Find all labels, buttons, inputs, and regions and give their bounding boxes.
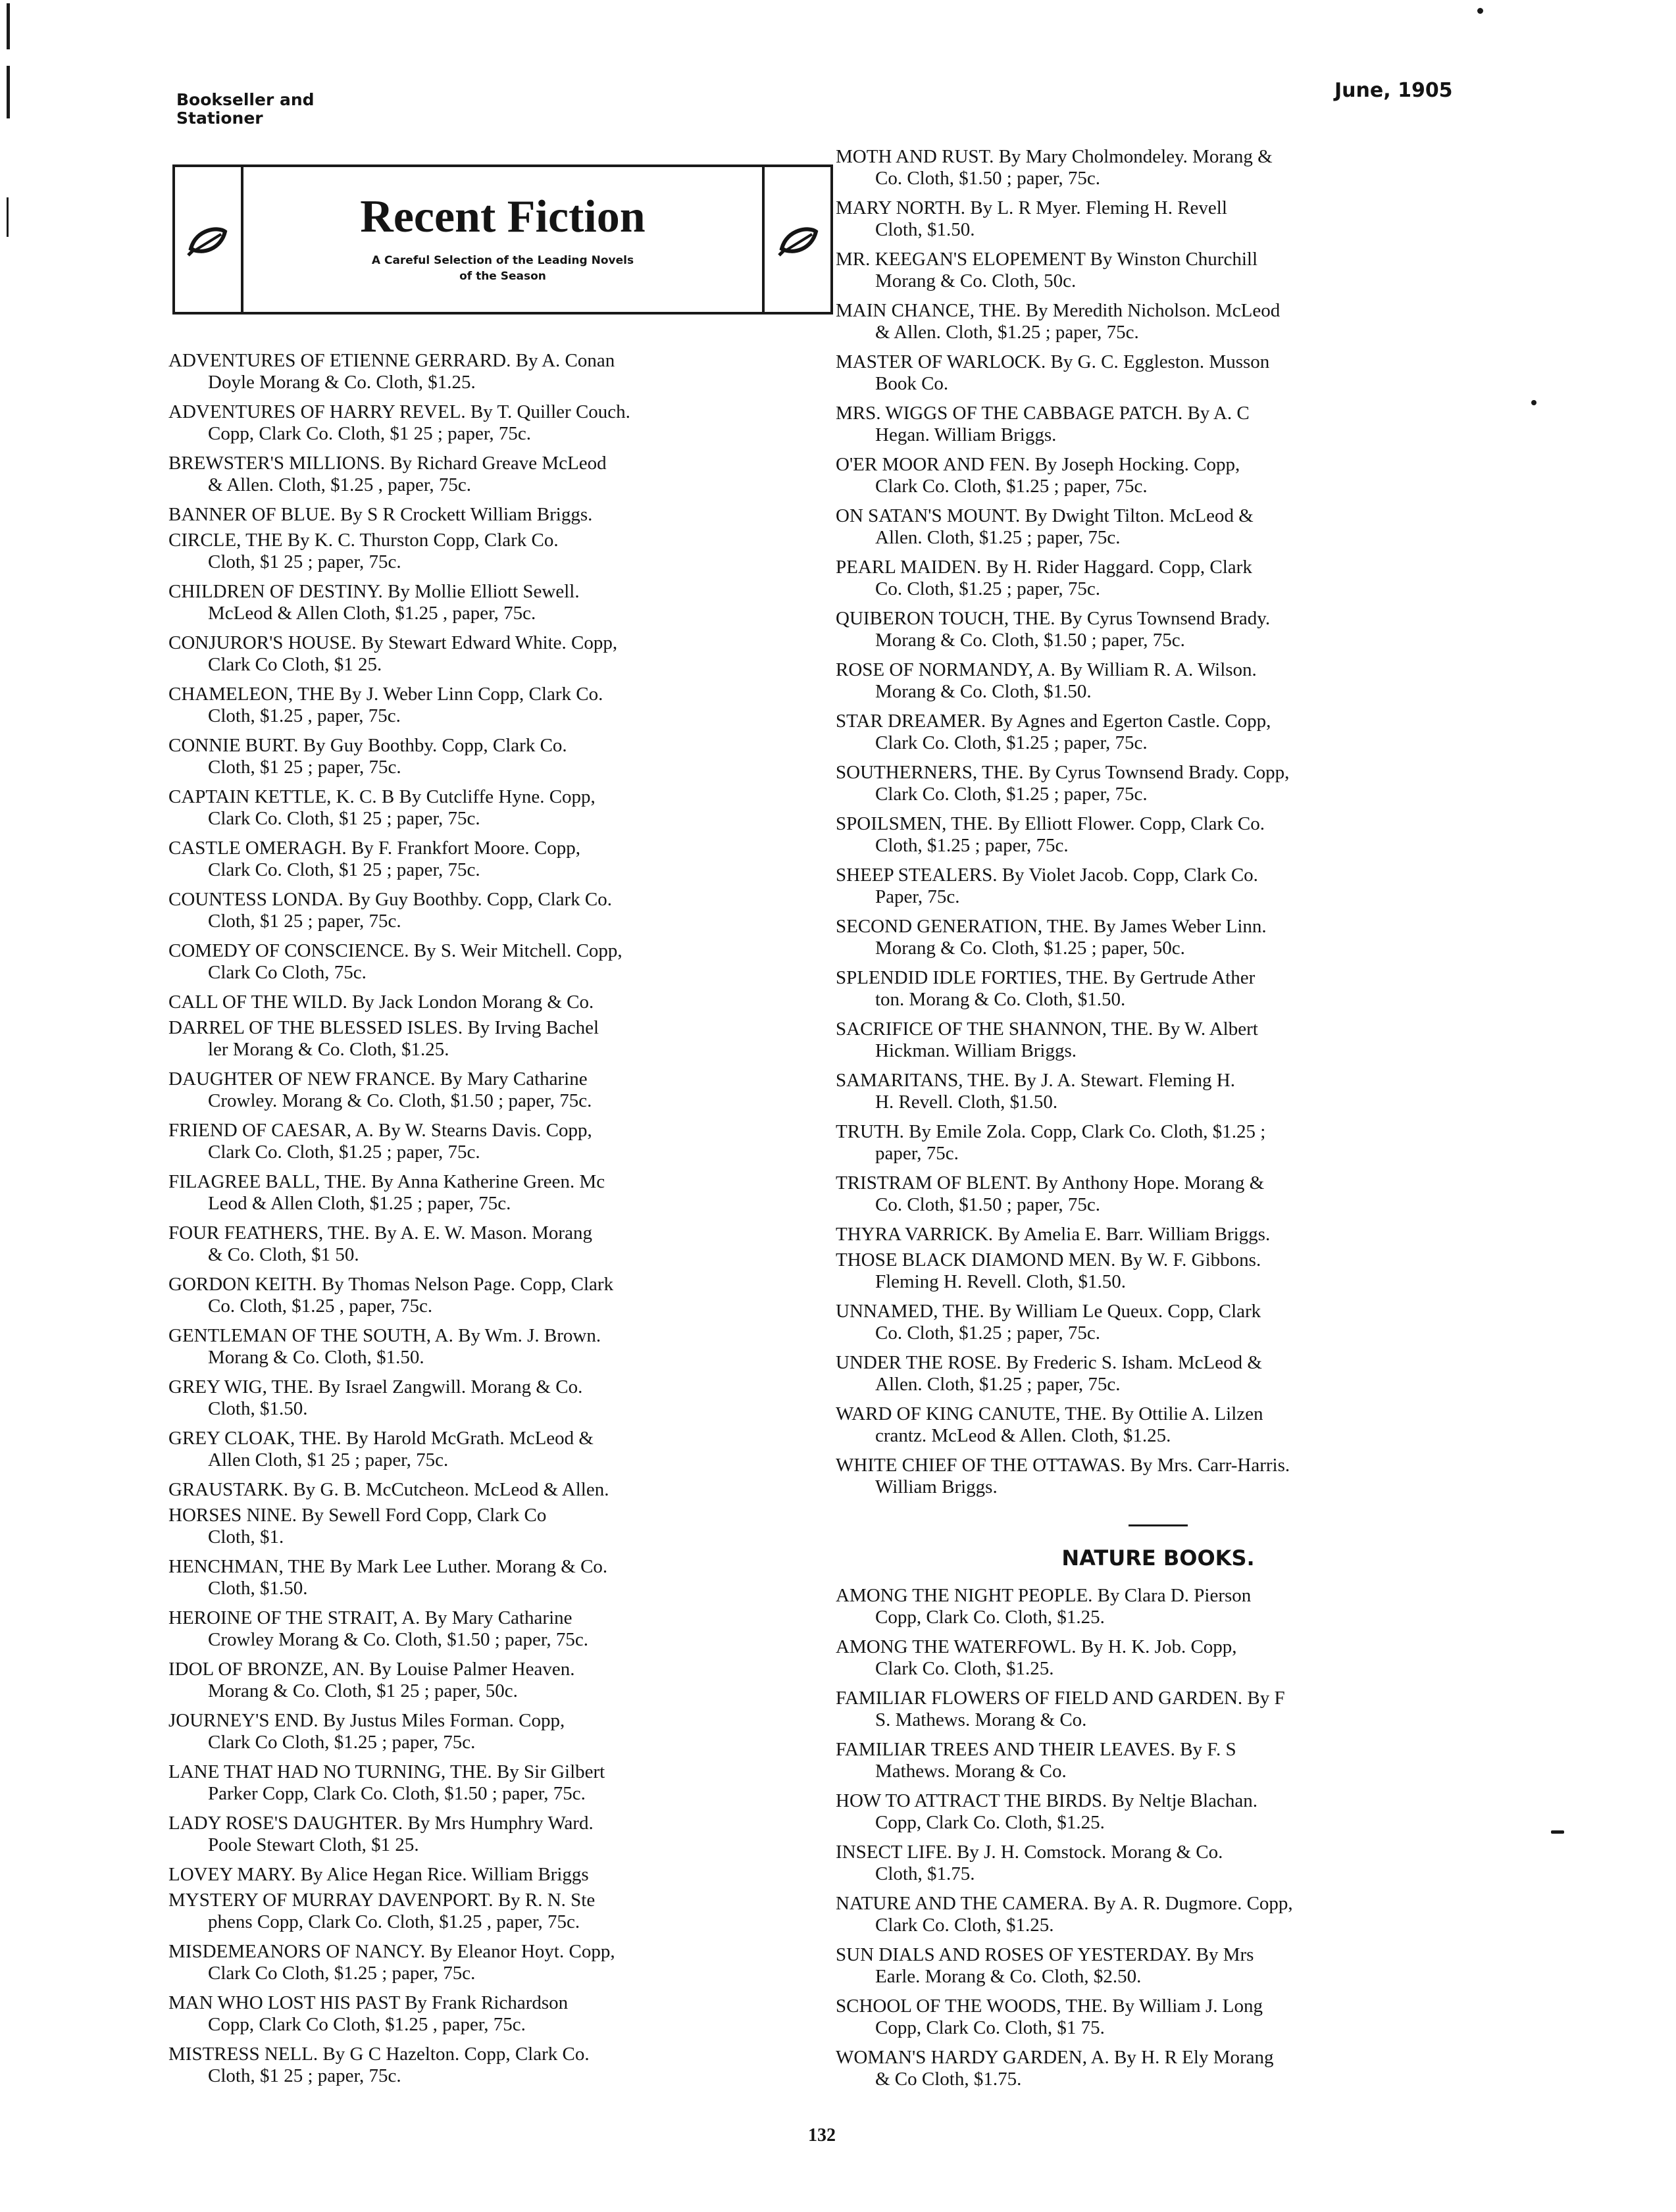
book-entry [168,1428,813,1471]
entry-line-2: Clark Co. Cloth, $1.25. [875,1658,1054,1679]
book-entry [836,1301,1481,1344]
book-entry [836,1352,1481,1395]
book-entry [836,1455,1481,1498]
entry-line-2: Doyle Morang & Co. Cloth, $1.25. [208,372,476,393]
entry-line-2: Clark Co. Cloth, $1.25 ; paper, 75c. [875,476,1148,497]
entry-line-1: CONNIE BURT. By Guy Boothby. Copp, Clark Co. [168,735,567,756]
entry-line-1: SOUTHERNERS, THE. By Cyrus Townsend Brady. Copp, [836,762,1290,783]
entry-line-1: MISDEMEANORS OF NANCY. By Eleanor Hoyt. Copp, [168,1941,615,1962]
entry-line-1: HORSES NINE. By Sewell Ford Copp, Clark Co [168,1505,547,1526]
book-entry [168,838,813,881]
section-divider [1129,1524,1188,1526]
book-entry [168,530,813,573]
book-entry [168,350,813,393]
entry-line-1: THOSE BLACK DIAMOND MEN. By W. F. Gibbons. [836,1249,1261,1270]
book-entry [168,1171,813,1215]
page-number: 132 [808,2125,836,2146]
entry-line-2: Copp, Clark Co Cloth, $1.25 , paper, 75c. [208,2014,526,2035]
entry-line-1: LANE THAT HAD NO TURNING, THE. By Sir Gilbert [168,1761,605,1782]
header-line-1: Bookseller and [176,90,315,109]
entry-line-2: Cloth, $1.25 , paper, 75c. [208,705,401,726]
entry-line-1: CALL OF THE WILD. By Jack London Morang & Co. [168,992,594,1013]
book-entry [836,557,1481,600]
entry-line-1: MAN WHO LOST HIS PAST By Frank Richardson [168,1992,569,2013]
entry-line-1: TRISTRAM OF BLENT. By Anthony Hope. Morang & [836,1172,1265,1194]
entry-line-2: Cloth, $1 25 ; paper, 75c. [208,2065,401,2086]
entry-line-1: UNNAMED, THE. By William Le Queux. Copp, Clark [836,1301,1261,1322]
entry-line-2: Allen. Cloth, $1.25 ; paper, 75c. [875,1374,1121,1395]
entry-line-2: Crowley. Morang & Co. Cloth, $1.50 ; paper, 75c. [208,1090,592,1111]
book-entry [168,1761,813,1805]
book-entry [168,1120,813,1163]
book-entry [168,1992,813,2036]
entry-line-2: Morang & Co. Cloth, $1.50. [875,681,1092,702]
entry-line-2: Book Co. [875,373,949,394]
entry-line-2: Cloth, $1. [208,1526,284,1547]
book-entry [836,146,1481,189]
entry-line-2: & Co Cloth, $1.75. [875,2069,1022,2090]
entry-line-1: THYRA VARRICK. By Amelia E. Barr. William Briggs. [836,1224,1271,1245]
entry-line-1: BANNER OF BLUE. By S R Crockett William Briggs. [168,504,593,525]
entry-line-1: SHEEP STEALERS. By Violet Jacob. Copp, Clark Co. [836,865,1258,886]
entry-line-2: Cloth, $1.75. [875,1863,975,1884]
entry-line-2: Cloth, $1.50. [875,219,975,240]
entry-line-2: Co. Cloth, $1.25 ; paper, 75c. [875,578,1100,599]
entry-line-1: ADVENTURES OF HARRY REVEL. By T. Quiller Couch. [168,401,630,422]
entry-line-1: HENCHMAN, THE By Mark Lee Luther. Morang & Co. [168,1556,608,1577]
book-entry [168,453,813,496]
book-entry [836,1790,1481,1834]
book-entry [168,1890,813,1933]
book-entry [836,403,1481,446]
entry-line-2: Mathews. Morang & Co. [875,1761,1067,1782]
book-entry [168,1325,813,1369]
book-entry [168,581,813,624]
entry-line-2: Copp, Clark Co. Cloth, $1 25 ; paper, 75c. [208,423,531,444]
entry-line-2: Clark Co. Cloth, $1 25 ; paper, 75c. [208,859,480,880]
entry-line-1: FAMILIAR FLOWERS OF FIELD AND GARDEN. By F [836,1688,1285,1709]
entry-line-1: CHILDREN OF DESTINY. By Mollie Elliott Sewell. [168,581,580,602]
entry-line-1: SUN DIALS AND ROSES OF YESTERDAY. By Mrs [836,1944,1254,1965]
entry-line-1: ROSE OF NORMANDY, A. By William R. A. Wilson. [836,659,1257,680]
entry-line-2: Clark Co Cloth, 75c. [208,962,367,983]
book-entry [168,1274,813,1317]
entry-line-1: CHAMELEON, THE By J. Weber Linn Copp, Clark Co. [168,684,603,705]
book-entry [836,1585,1481,1628]
book-entry [836,2047,1481,2090]
entry-line-2: Clark Co. Cloth, $1 25 ; paper, 75c. [208,808,480,829]
running-header-publication [176,91,315,128]
entry-line-1: JOURNEY'S END. By Justus Miles Forman. Copp, [168,1710,565,1731]
entry-line-1: MYSTERY OF MURRAY DAVENPORT. By R. N. Ste [168,1890,596,1911]
entry-line-1: DARREL OF THE BLESSED ISLES. By Irving Bachel [168,1017,599,1038]
book-entry [168,1017,813,1061]
entry-line-2: Cloth, $1 25 ; paper, 75c. [208,911,401,932]
entry-line-1: GRAUSTARK. By G. B. McCutcheon. McLeod & Allen. [168,1479,609,1500]
book-entry [836,249,1481,292]
book-entry [168,2044,813,2087]
entry-line-1: CAPTAIN KETTLE, K. C. B By Cutcliffe Hyne. Copp, [168,786,596,807]
book-entry [836,1688,1481,1731]
book-entry [836,1636,1481,1680]
book-entry [836,1018,1481,1062]
entry-line-1: FILAGREE BALL, THE. By Anna Katherine Green. Mc [168,1171,605,1192]
entry-line-1: NATURE AND THE CAMERA. By A. R. Dugmore. Copp, [836,1893,1293,1914]
entry-line-1: FAMILIAR TREES AND THEIR LEAVES. By F. S [836,1739,1236,1760]
entry-line-1: STAR DREAMER. By Agnes and Egerton Castle. Copp, [836,711,1271,732]
entry-line-1: TRUTH. By Emile Zola. Copp, Clark Co. Cloth, $1.25 ; [836,1121,1266,1142]
book-entry [168,992,813,1013]
entry-line-2: Morang & Co. Cloth, $1 25 ; paper, 50c. [208,1680,518,1701]
entry-line-1: WHITE CHIEF OF THE OTTAWAS. By Mrs. Carr-Harris. [836,1455,1290,1476]
book-entry [168,1376,813,1420]
entry-line-2: Poole Stewart Cloth, $1 25. [208,1834,419,1855]
section-subtitle [243,253,762,284]
entry-line-2: Copp, Clark Co. Cloth, $1.25. [875,1812,1105,1833]
book-entry [836,1403,1481,1447]
nature-books-heading: NATURE BOOKS. [1061,1546,1255,1571]
entry-line-1: O'ER MOOR AND FEN. By Joseph Hocking. Copp, [836,454,1240,475]
book-entry [836,1996,1481,2039]
scan-speck [1531,400,1536,405]
entry-line-1: FRIEND OF CAESAR, A. By W. Stearns Davis. Copp, [168,1120,592,1141]
entry-line-1: SAMARITANS, THE. By J. A. Stewart. Fleming H. [836,1070,1235,1091]
entry-line-1: HOW TO ATTRACT THE BIRDS. By Neltje Blachan. [836,1790,1257,1811]
book-entry [836,865,1481,908]
entry-line-1: BREWSTER'S MILLIONS. By Richard Greave McLeod [168,453,607,474]
book-entry [836,197,1481,241]
entry-line-2: Co. Cloth, $1.50 ; paper, 75c. [875,168,1100,189]
book-entry [836,813,1481,857]
entry-line-2: Crowley Morang & Co. Cloth, $1.50 ; paper, 75c. [208,1629,588,1650]
book-entry [836,1224,1481,1245]
entry-line-2: ton. Morang & Co. Cloth, $1.50. [875,989,1126,1010]
entry-line-2: & Co. Cloth, $1 50. [208,1244,359,1265]
entry-line-2: Co. Cloth, $1.50 ; paper, 75c. [875,1194,1100,1215]
entry-line-2: Allen. Cloth, $1.25 ; paper, 75c. [875,527,1121,548]
entry-line-1: SPOILSMEN, THE. By Elliott Flower. Copp, Clark Co. [836,813,1265,834]
entry-line-1: PEARL MAIDEN. By H. Rider Haggard. Copp, Clark [836,557,1252,578]
entry-line-2: paper, 75c. [875,1143,959,1164]
entry-line-2: Leod & Allen Cloth, $1.25 ; paper, 75c. [208,1193,511,1214]
entry-line-2: Morang & Co. Cloth, $1.50 ; paper, 75c. [875,630,1185,651]
entry-line-2: Parker Copp, Clark Co. Cloth, $1.50 ; paper, 75c. [208,1783,586,1804]
book-entry [836,608,1481,651]
book-entry [168,1813,813,1856]
entry-line-2: S. Mathews. Morang & Co. [875,1709,1087,1730]
entry-line-2: Clark Co Cloth, $1 25. [208,654,382,675]
book-entry [168,1505,813,1548]
entry-line-1: SPLENDID IDLE FORTIES, THE. By Gertrude Ather [836,967,1256,988]
book-entry [836,762,1481,805]
title-panel [241,167,765,312]
book-entry [168,1864,813,1886]
entry-line-2: Copp, Clark Co. Cloth, $1.25. [875,1607,1105,1628]
entry-line-1: COUNTESS LONDA. By Guy Boothby. Copp, Clark Co. [168,889,613,910]
entry-line-2: Allen Cloth, $1 25 ; paper, 75c. [208,1449,449,1470]
binding-mark [7,3,10,49]
entry-line-1: IDOL OF BRONZE, AN. By Louise Palmer Heaven. [168,1659,575,1680]
book-entry [836,454,1481,497]
scan-speck [1477,8,1483,14]
entry-line-2: Co. Cloth, $1.25 , paper, 75c. [208,1295,433,1317]
entry-line-1: WOMAN'S HARDY GARDEN, A. By H. R Ely Morang [836,2047,1274,2068]
entry-line-1: ADVENTURES OF ETIENNE GERRARD. By A. Conan [168,350,615,371]
entry-line-1: LADY ROSE'S DAUGHTER. By Mrs Humphry Ward. [168,1813,594,1834]
entry-line-1: MRS. WIGGS OF THE CABBAGE PATCH. By A. C [836,403,1250,424]
book-entry [168,1659,813,1702]
book-entry [168,786,813,830]
entry-line-2: crantz. McLeod & Allen. Cloth, $1.25. [875,1425,1171,1446]
entry-line-2: Cloth, $1 25 ; paper, 75c. [208,757,401,778]
entry-line-2: William Briggs. [875,1476,998,1497]
entry-line-2: Clark Co. Cloth, $1.25 ; paper, 75c. [208,1142,480,1163]
book-entry [836,1070,1481,1113]
subtitle-line-1: A Careful Selection of the Leading Novels [371,254,634,267]
entry-line-2: Co. Cloth, $1.25 ; paper, 75c. [875,1322,1100,1344]
entry-line-2: Morang & Co. Cloth, 50c. [875,270,1077,291]
entry-line-1: ON SATAN'S MOUNT. By Dwight Tilton. McLeod & [836,505,1254,526]
entry-line-2: & Allen. Cloth, $1.25 ; paper, 75c. [875,322,1139,343]
book-entry [168,401,813,445]
entry-line-1: CIRCLE, THE By K. C. Thurston Copp, Clark Co. [168,530,559,551]
entry-line-1: INSECT LIFE. By J. H. Comstock. Morang & Co. [836,1842,1223,1863]
entry-line-2: Clark Co. Cloth, $1.25. [875,1915,1054,1936]
entry-line-2: & Allen. Cloth, $1.25 , paper, 75c. [208,474,471,495]
entry-line-1: UNDER THE ROSE. By Frederic S. Isham. McLeod & [836,1352,1262,1373]
entry-line-1: GORDON KEITH. By Thomas Nelson Page. Copp, Clark [168,1274,614,1295]
book-entry [168,1479,813,1501]
entry-line-1: GREY WIG, THE. By Israel Zangwill. Morang & Co. [168,1376,583,1397]
entry-line-2: Clark Co Cloth, $1.25 ; paper, 75c. [208,1963,476,1984]
entry-line-1: FOUR FEATHERS, THE. By A. E. W. Mason. Morang [168,1222,592,1244]
section-title: Recent Fiction [360,191,646,242]
binding-mark [7,197,9,237]
book-entry [836,1739,1481,1782]
leaf-ornament-icon [187,222,229,259]
entry-line-2: Clark Co Cloth, $1.25 ; paper, 75c. [208,1732,476,1753]
entry-line-1: GENTLEMAN OF THE SOUTH, A. By Wm. J. Brown. [168,1325,601,1346]
entry-line-2: Hickman. William Briggs. [875,1040,1077,1061]
header-line-2: Stationer [176,109,263,128]
title-box [172,164,833,314]
book-entry [168,1941,813,1984]
book-entry [836,1121,1481,1165]
entry-line-2: Cloth, $1.50. [208,1578,308,1599]
book-entry [836,711,1481,754]
book-entry [168,1710,813,1753]
scan-speck [1551,1830,1564,1834]
subtitle-line-2: of the Season [459,270,546,283]
entry-line-1: MOTH AND RUST. By Mary Cholmondeley. Morang & [836,146,1273,167]
entry-line-2: Cloth, $1.50. [208,1398,308,1419]
entry-line-1: MASTER OF WARLOCK. By G. C. Eggleston. Musson [836,351,1270,372]
entry-line-1: CONJUROR'S HOUSE. By Stewart Edward White. Copp, [168,632,618,653]
book-entry [836,967,1481,1011]
entry-line-2: Copp, Clark Co. Cloth, $1 75. [875,2017,1105,2038]
book-entry [168,1556,813,1599]
entry-line-1: AMONG THE NIGHT PEOPLE. By Clara D. Pierson [836,1585,1252,1606]
entry-line-1: COMEDY OF CONSCIENCE. By S. Weir Mitchell. Copp, [168,940,622,961]
entry-line-2: Paper, 75c. [875,886,960,907]
entry-line-1: SCHOOL OF THE WOODS, THE. By William J. Long [836,1996,1263,2017]
book-entry [836,916,1481,959]
entry-line-1: DAUGHTER OF NEW FRANCE. By Mary Catharine [168,1068,588,1090]
entry-line-2: Morang & Co. Cloth, $1.25 ; paper, 50c. [875,938,1185,959]
entry-line-2: McLeod & Allen Cloth, $1.25 , paper, 75c. [208,603,536,624]
book-entry [168,889,813,932]
book-entry [168,1607,813,1651]
leaf-ornament-icon [778,222,820,259]
entry-line-1: GREY CLOAK, THE. By Harold McGrath. McLeod & [168,1428,594,1449]
book-entry [836,1249,1481,1293]
entry-line-2: Fleming H. Revell. Cloth, $1.50. [875,1271,1127,1292]
entry-line-1: MISTRESS NELL. By G C Hazelton. Copp, Clark Co. [168,2044,590,2065]
book-entry [836,1842,1481,1885]
entry-line-2: Cloth, $1.25 ; paper, 75c. [875,835,1069,856]
book-entry [168,504,813,526]
book-entry [168,940,813,984]
entry-line-2: Clark Co. Cloth, $1.25 ; paper, 75c. [875,784,1148,805]
entry-line-1: LOVEY MARY. By Alice Hegan Rice. William Briggs [168,1864,589,1885]
book-entry [168,632,813,676]
entry-line-2: ler Morang & Co. Cloth, $1.25. [208,1039,449,1060]
book-entry [168,1068,813,1112]
book-entry [836,659,1481,703]
book-entry [168,1222,813,1266]
book-entry [836,1893,1481,1936]
book-entry [836,1944,1481,1988]
book-entry [836,351,1481,395]
book-entry [168,735,813,778]
entry-line-1: QUIBERON TOUCH, THE. By Cyrus Townsend Brady. [836,608,1271,629]
entry-line-1: SACRIFICE OF THE SHANNON, THE. By W. Albert [836,1018,1258,1040]
entry-line-1: MR. KEEGAN'S ELOPEMENT By Winston Churchill [836,249,1258,270]
entry-line-1: MAIN CHANCE, THE. By Meredith Nicholson. McLeod [836,300,1281,321]
running-header-date: June, 1905 [1334,79,1453,102]
book-entry [836,1172,1481,1216]
entry-line-1: AMONG THE WATERFOWL. By H. K. Job. Copp, [836,1636,1237,1657]
entry-line-1: SECOND GENERATION, THE. By James Weber Linn. [836,916,1267,937]
entry-line-2: Cloth, $1 25 ; paper, 75c. [208,551,401,572]
entry-line-2: Hegan. William Briggs. [875,424,1057,445]
entry-line-2: Clark Co. Cloth, $1.25 ; paper, 75c. [875,732,1148,753]
entry-line-1: CASTLE OMERAGH. By F. Frankfort Moore. Copp, [168,838,581,859]
entry-line-1: MARY NORTH. By L. R Myer. Fleming H. Revell [836,197,1227,218]
book-entry [168,684,813,727]
entry-line-2: Morang & Co. Cloth, $1.50. [208,1347,424,1368]
book-entry [836,300,1481,343]
entry-line-2: phens Copp, Clark Co. Cloth, $1.25 , paper, 75c. [208,1911,580,1932]
entry-line-2: Earle. Morang & Co. Cloth, $2.50. [875,1966,1142,1987]
entry-line-1: HEROINE OF THE STRAIT, A. By Mary Catharine [168,1607,572,1628]
entry-line-2: H. Revell. Cloth, $1.50. [875,1092,1058,1113]
book-entry [836,505,1481,549]
entry-line-1: WARD OF KING CANUTE, THE. By Ottilie A. Lilzen [836,1403,1263,1424]
binding-mark [7,66,10,118]
